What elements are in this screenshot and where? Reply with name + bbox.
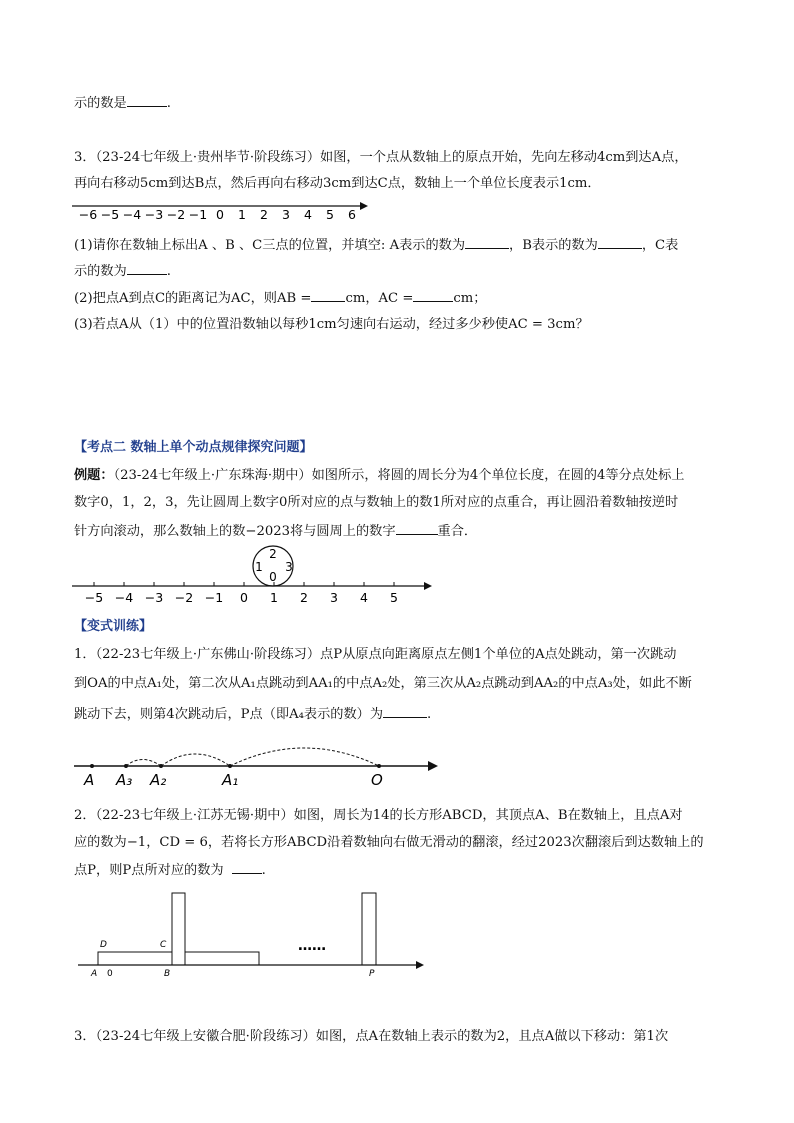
t1-text2: 到OA的中点A₁处，第二次从A₁点跳动到AA₁的中点A₂处，第三次从A₂点跳动到AA₂的中点A₃处，如此不断 xyxy=(74,676,692,691)
label-p: P xyxy=(369,969,375,979)
q3-axis-tick-label: 2 xyxy=(260,207,268,222)
circle-label-top: 2 xyxy=(269,547,277,561)
example-label: 例题： xyxy=(74,468,114,483)
label-d: D xyxy=(100,940,107,950)
blank-a4[interactable] xyxy=(383,705,427,718)
example-line2 xyxy=(74,495,678,511)
q3-p3-text: (3)若点A从（1）中的位置沿数轴以每秒1cm匀速向右运动，经过多少秒使AC = 3cm？ xyxy=(74,317,589,332)
circle-axis-tick-label: 5 xyxy=(390,590,398,605)
example-line3 xyxy=(74,522,477,540)
q3-axis-tick-label: 3 xyxy=(282,207,290,222)
circle-axis-tick-label: 3 xyxy=(330,590,338,605)
blank-p[interactable] xyxy=(232,861,262,874)
text: 示的数是 xyxy=(74,96,127,111)
jump-figure xyxy=(74,740,444,790)
blank-ac[interactable] xyxy=(413,289,453,302)
q3-axis-tick-label: −4 xyxy=(122,207,142,222)
q3-axis-tick-label: −6 xyxy=(78,207,98,222)
blank[interactable] xyxy=(127,94,167,107)
t3-text1: 3．（23-24七年级上安徽合肥·阶段练习）如图，点A在数轴上表示的数为2，且点A做以下移动：第1次 xyxy=(74,1029,669,1044)
example-text3a: 针方向滚动，那么数轴上的数−2023将与圆周上的数字 xyxy=(74,524,396,539)
q3-part1-line2 xyxy=(74,262,171,280)
circle-axis-tick-label: −1 xyxy=(204,590,224,605)
section2-title: 【考点二 数轴上单个动点规律探究问题】 xyxy=(74,440,313,455)
q3-source: （23-24七年级上·贵州毕节·阶段练习） xyxy=(95,150,321,165)
circle-label-left: 1 xyxy=(255,560,263,574)
circle-axis-tick-label: −4 xyxy=(114,590,134,605)
text-end: . xyxy=(166,96,171,111)
q3-axis-tick-label: −3 xyxy=(144,207,164,222)
q3-part2 xyxy=(74,289,486,307)
t2-line2 xyxy=(74,835,704,851)
label-a3: A₃ xyxy=(116,771,133,789)
t1-text1: 1．（22-23七年级上·广东佛山·阶段练习）点P从原点向距离原点左侧1个单位的A点处跳动，第一次跳动 xyxy=(74,647,677,662)
q3-axis-tick-label: 5 xyxy=(326,207,334,222)
q3-axis-tick-label: −2 xyxy=(166,207,186,222)
q3-part1-line1 xyxy=(74,236,678,254)
t2-line1 xyxy=(74,808,683,824)
training-title: 【变式训练】 xyxy=(74,619,153,634)
t2-text1: 2．（22-23七年级上·江苏无锡·期中）如图，周长为14的长方形ABCD，其顶点A、B在数轴上，且点A对 xyxy=(74,808,683,823)
example-line1 xyxy=(74,468,684,484)
label-a1: A₁ xyxy=(222,771,239,789)
label-zero: 0 xyxy=(107,969,113,979)
q3-axis-tick-label: −5 xyxy=(100,207,120,222)
q3-p1-text-d: 示的数为 xyxy=(74,264,127,279)
circle-axis-tick-label: 4 xyxy=(360,590,368,605)
blank-b-value[interactable] xyxy=(598,236,642,249)
blank-a-value[interactable] xyxy=(465,236,509,249)
rectangle-roll-figure xyxy=(78,890,428,980)
q3-axis-tick-label: −1 xyxy=(188,207,208,222)
q3-p2-text-a: (2)把点A到点C的距离记为AC，则AB = xyxy=(74,291,312,306)
circle-label-bottom: 0 xyxy=(269,570,277,584)
q3-part3 xyxy=(74,317,589,333)
label-c: C xyxy=(160,940,167,950)
t1-line1 xyxy=(74,647,676,663)
q3-line2 xyxy=(74,176,601,192)
t2-text3a: 点P，则P点所对应的数为 xyxy=(74,863,224,878)
q3-axis-tick-label: 6 xyxy=(348,207,356,222)
label-o: O xyxy=(371,771,383,789)
q3-number: 3． xyxy=(74,150,96,165)
q3-axis-tick-label: 4 xyxy=(304,207,312,222)
blank-c-value[interactable] xyxy=(127,262,167,275)
q3-axis-tick-label: 1 xyxy=(238,207,246,222)
q3-text2: 再向右移动5cm到达B点，然后再向右移动3cm到达C点，数轴上一个单位长度表示1cm． xyxy=(74,176,601,191)
label-a-rect: A xyxy=(91,969,98,979)
label-b: B xyxy=(164,969,171,979)
q3-p1-text-a: (1)请你在数轴上标出A 、B 、C三点的位置，并填空: A表示的数为 xyxy=(74,238,466,253)
t1-text3a: 跳动下去，则第4次跳动后，P点（即A₄表示的数）为 xyxy=(74,707,384,722)
q3-p2-text-c: cm； xyxy=(453,291,487,306)
ellipsis-dots: …… xyxy=(298,938,326,954)
circle-axis-tick-label: −5 xyxy=(84,590,104,605)
circle-axis-tick-label: −2 xyxy=(174,590,194,605)
q3-p1-text-c: ，C表 xyxy=(641,238,679,253)
circle-label-right: 3 xyxy=(285,560,293,574)
circle-axis-tick-label: 0 xyxy=(240,590,248,605)
t3-line1 xyxy=(74,1029,668,1045)
label-a2: A₂ xyxy=(150,771,167,789)
q3-p1-text-b: ，B表示的数为 xyxy=(509,238,598,253)
example-text1: （23-24七年级上·广东珠海·期中）如图所示，将圆的周长分为4个单位长度，在圆的4等分点处标上 xyxy=(113,468,685,483)
q3-p1-text-e: . xyxy=(166,264,171,279)
circle-axis-tick-label: −3 xyxy=(144,590,164,605)
example-text3b: 重合． xyxy=(437,524,478,539)
q3-number-line xyxy=(70,198,370,228)
t2-line3 xyxy=(74,861,266,879)
t2-text2: 应的数为−1，CD = 6，若将长方形ABCD沿着数轴向右做无滑动的翻滚，经过2023次翻滚后到达数轴上的 xyxy=(74,835,704,850)
blank-ab[interactable] xyxy=(311,289,345,302)
circle-axis-tick-label: 2 xyxy=(300,590,308,605)
answer-line-top xyxy=(74,94,171,112)
q3-text1: 如图，一个点从数轴上的原点开始，先向左移动4cm到达A点， xyxy=(320,150,688,165)
t1-text3b: . xyxy=(427,707,432,722)
circle-number-line-figure xyxy=(70,546,440,608)
t1-line2 xyxy=(74,676,692,692)
label-a: A xyxy=(84,771,95,789)
example-text2: 数字0，1，2，3，先让圆周上数字0所对应的点与数轴上的数1所对应的点重合，再让圆沿着数轴按逆时 xyxy=(74,495,679,510)
q3-line1 xyxy=(74,150,688,166)
q3-axis-tick-label: 0 xyxy=(216,207,224,222)
blank-digit[interactable] xyxy=(396,522,438,535)
t1-line3 xyxy=(74,705,431,723)
t2-text3b: . xyxy=(261,863,266,878)
circle-axis-tick-label: 1 xyxy=(270,590,278,605)
q3-p2-text-b: cm，AC = xyxy=(345,291,414,306)
